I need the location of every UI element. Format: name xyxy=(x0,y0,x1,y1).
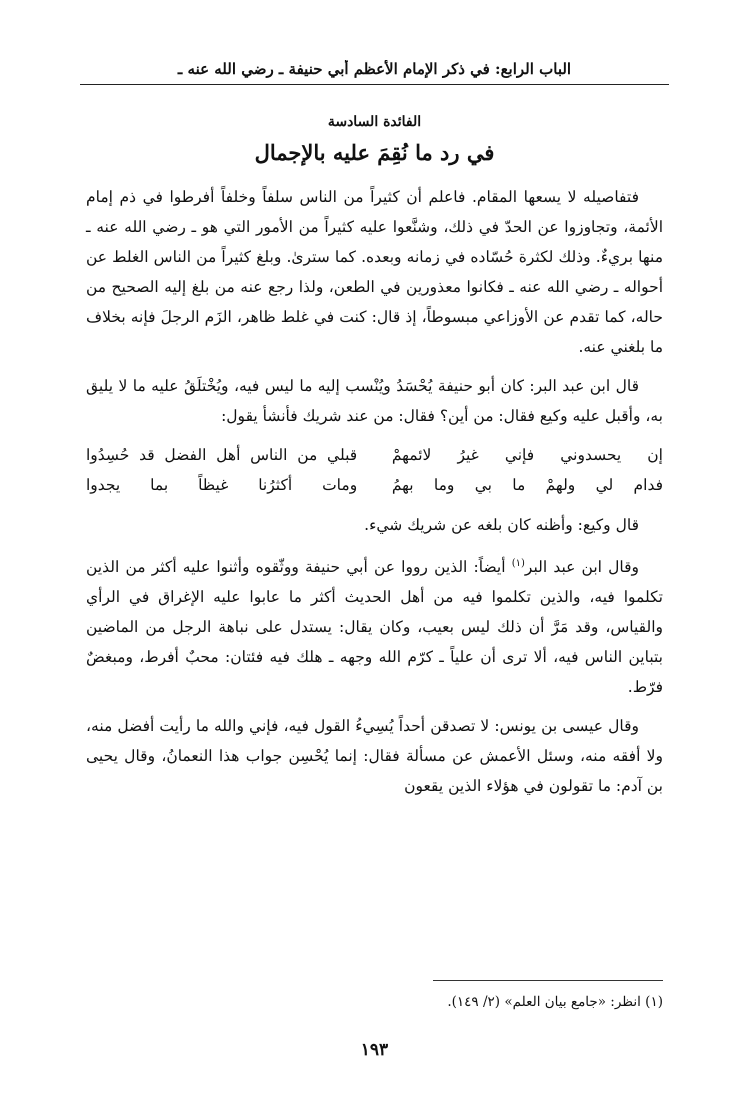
poem-verse xyxy=(86,440,663,470)
paragraph-5: وقال عيسى بن يونس: لا تصدقن أحداً يُسِيءُ القول فيه، فإني والله ما رأيت أفضل منه، ولا أفقه منه، وسئل الأعمش عن مسألة فقال: إنما يُحْسِن جواب هذا النعمانُ، وقال يحيى بن آدم: ما تقولون في هؤلاء الذين يقعون xyxy=(86,717,663,796)
paragraph-1: فتفاصيله لا يسعها المقام. فاعلم أن كثيراً من الناس سلفاً وخلفاً أفرطوا في ذم إمام الأئمة، وتجاوزوا عن الحدّ في ذلك، وشنَّعوا عليه كثيراً من الأمور التي هو ـ رضي الله عنه ـ منها بريءٌ. وذلك لكثرة حُسّاده في زمانه وبعده. كما سترىٰ. وبلغ كثيراً من الناس الغلط عن أحواله ـ رضي الله عنه ـ فكانوا معذورين في الطعن، ولذا رجع عنه من بلغ إليه الصحيح من حاله، كما تقدم عن الأوزاعي مبسوطاً، إذ قال: كنت في غلط ظاهر، الزَم الرجلَ فإنه بخلاف ما بلغني عنه. xyxy=(86,188,663,356)
poem-verse xyxy=(86,470,663,500)
section-label: الفائدة السادسة xyxy=(327,114,422,130)
paragraph-2: قال ابن عبد البر: كان أبو حنيفة يُحْسَدُ ويُنْسب إليه ما ليس فيه، ويُخْتلَقُ عليه ما لا يليق به، وأقبل عليه وكيع فقال: من أين؟ فقال: من عند شريك فأنشأ يقول: xyxy=(86,377,663,425)
section-title: في رد ما نُقِمَ عليه بالإجمال xyxy=(254,140,495,165)
paragraph-4-rest: أيضاً: الذين رووا عن أبي حنيفة ووثّقوه وأثنوا عليه أكثر من الذين تكلموا فيه، والذين تكلموا فيه من أهل الحديث أكثر ما عابوا عليه الإغراق في الرأي والقياس، وقد مَرَّ أن ذلك ليس بعيب، وكان يقال: يستدل على نباهة الرجل من الماضين بتباين الناس فيه، ألا ترى أن علياً ـ كرّم الله وجهه ـ هلك فيه فئتان: محبٌ أفرط، ومبغضٌ فرّط. xyxy=(86,558,663,697)
verse-2-second-hemistich: ومات أكثرُنا غيظاً بما يجدوا xyxy=(86,476,358,494)
paragraph-3: قال وكيع: وأظنه كان بلغه عن شريك شيء. xyxy=(364,516,639,534)
footnote-divider xyxy=(433,980,663,981)
footnote: (١) انظر: «جامع بيان العلم» (٢/ ١٤٩). xyxy=(447,994,663,1010)
verse-2-first-hemistich: فدام لي ولهمْ ما بي وما بهمُ xyxy=(391,476,663,494)
page-number: ١٩٣ xyxy=(360,1040,389,1060)
verse-1-first-hemistich: إن يحسدوني فإني غيرُ لائمهمْ xyxy=(391,446,663,464)
paragraph-4-start: وقال ابن عبد البر xyxy=(524,558,639,577)
poem xyxy=(86,440,663,500)
running-header: الباب الرابع: في ذكر الإمام الأعظم أبي حنيفة ـ رضي الله عنه ـ xyxy=(80,60,669,85)
paragraph-4 xyxy=(86,549,663,702)
footnote-marker: (١) xyxy=(511,558,525,569)
body-text xyxy=(86,182,663,810)
verse-1-second-hemistich: قبلي من الناس أهل الفضل قد حُسِدُوا xyxy=(86,446,358,464)
